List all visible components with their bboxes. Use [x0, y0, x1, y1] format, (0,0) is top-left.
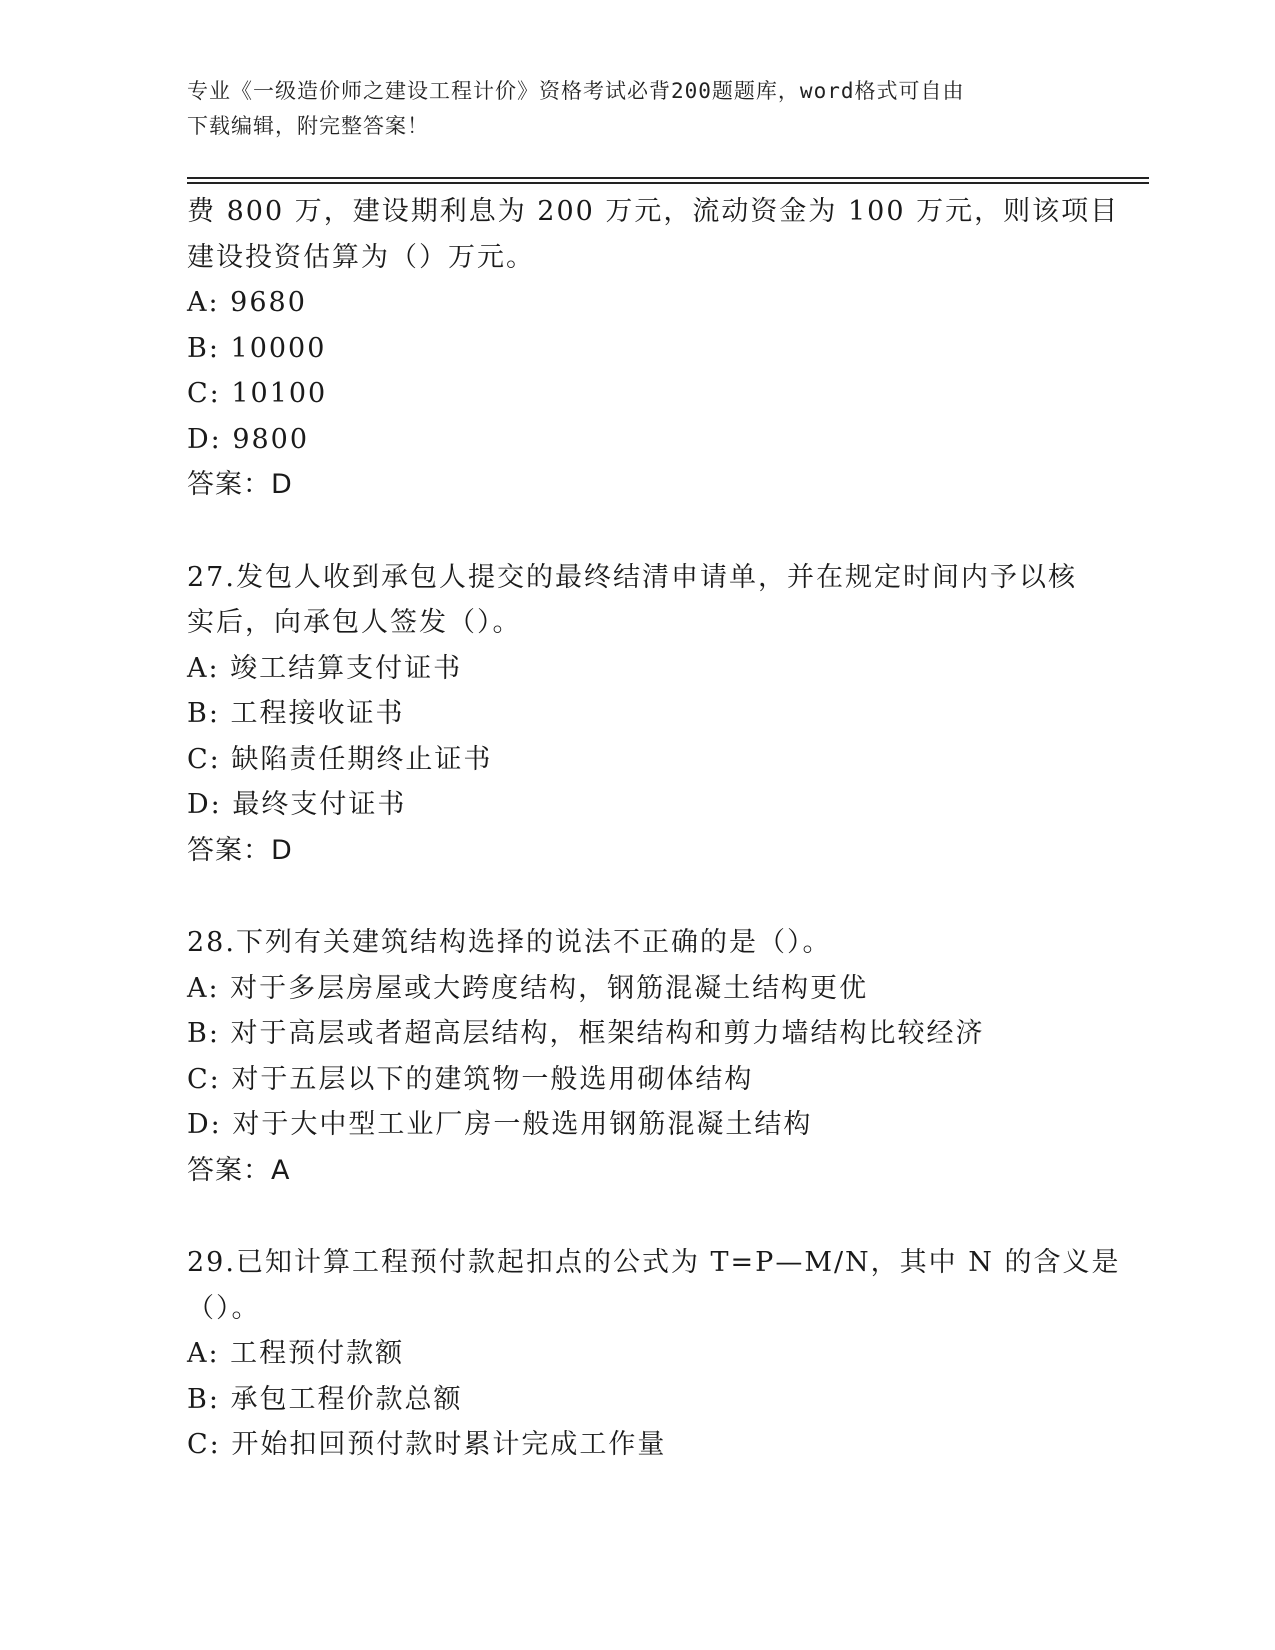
option-a: A: 对于多层房屋或大跨度结构，钢筋混凝土结构更优: [187, 972, 869, 1004]
answer: 答案：A: [187, 1154, 291, 1186]
option-d: D: 最终支付证书: [187, 789, 407, 820]
document-header: [187, 74, 1087, 144]
question-text: 实后，向承包人签发（）。: [187, 607, 522, 638]
header-line-1: 专业《一级造价师之建设工程计价》资格考试必背200题题库，word格式可自由: [187, 79, 965, 103]
question-text: 费 800 万，建设期利息为 200 万元，流动资金为 100 万元，则该项目: [187, 196, 1120, 227]
question-29: [187, 1240, 1127, 1468]
question-text: 29.已知计算工程预付款起扣点的公式为 T=P—M/N，其中 N 的含义是: [187, 1247, 1121, 1278]
option-a: A: 竣工结算支付证书: [187, 652, 463, 684]
option-c: C: 缺陷责任期终止证书: [187, 743, 493, 775]
question-text: 建设投资估算为（）万元。: [187, 241, 535, 273]
option-b: B: 10000: [187, 332, 327, 364]
question-26: [187, 189, 1127, 508]
question-text: 28.下列有关建筑结构选择的说法不正确的是（）。: [187, 927, 832, 958]
option-c: C: 对于五层以下的建筑物一般选用砌体结构: [187, 1063, 754, 1095]
option-a: A: 工程预付款额: [187, 1338, 405, 1369]
question-27: [187, 555, 1127, 874]
question-text: （）。: [187, 1292, 261, 1324]
question-text: 27.发包人收到承包人提交的最终结清申请单，并在规定时间内予以核: [187, 561, 1077, 593]
option-b: B: 工程接收证书: [187, 698, 405, 729]
option-c: C: 开始扣回预付款时累计完成工作量: [187, 1429, 667, 1460]
option-b: B: 对于高层或者超高层结构，框架结构和剪力墙结构比较经济: [187, 1018, 985, 1049]
option-b: B: 承包工程价款总额: [187, 1383, 463, 1415]
option-a: A: 9680: [187, 287, 307, 318]
option-d: D: 9800: [187, 423, 310, 455]
header-divider-bottom: [187, 182, 1149, 184]
question-28: [187, 920, 1127, 1193]
answer: 答案：D: [187, 834, 293, 866]
question-list: [187, 189, 1127, 1468]
answer: 答案：D: [187, 469, 293, 500]
header-divider-top: [187, 177, 1149, 179]
option-c: C: 10100: [187, 378, 328, 409]
option-d: D: 对于大中型工业厂房一般选用钢筋混凝土结构: [187, 1109, 813, 1140]
header-line-2: 下载编辑，附完整答案！: [187, 114, 429, 138]
